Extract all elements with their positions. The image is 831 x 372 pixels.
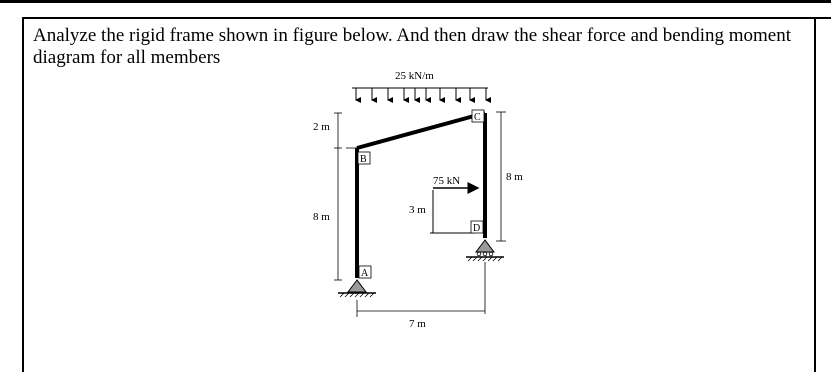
- distributed-load: [352, 88, 488, 100]
- load-label: 25 kN/m: [395, 70, 434, 82]
- dim-bottom: 7 m: [409, 318, 426, 330]
- dim-middle: 3 m: [409, 204, 426, 216]
- point-load-label: 75 kN: [433, 175, 461, 187]
- joint-d-label: D: [473, 223, 481, 234]
- joint-c-label: C: [474, 112, 481, 123]
- dim-right: 8 m: [506, 171, 523, 183]
- support-d-roller: [466, 240, 504, 261]
- left-dimensions: [334, 113, 357, 280]
- bottom-dimensions: [357, 262, 485, 317]
- dim-left-bottom: 8 m: [313, 211, 330, 223]
- dim-left-top: 2 m: [313, 121, 330, 133]
- joint-a-label: A: [361, 268, 369, 279]
- right-dimensions: [496, 112, 506, 241]
- question-text: Analyze the rigid frame shown in figure below. And then draw the shear force and bending moment diagram for all members: [33, 25, 792, 68]
- frame-members: [357, 113, 485, 278]
- support-a-pin: [338, 280, 376, 297]
- joint-b-label: B: [360, 154, 367, 165]
